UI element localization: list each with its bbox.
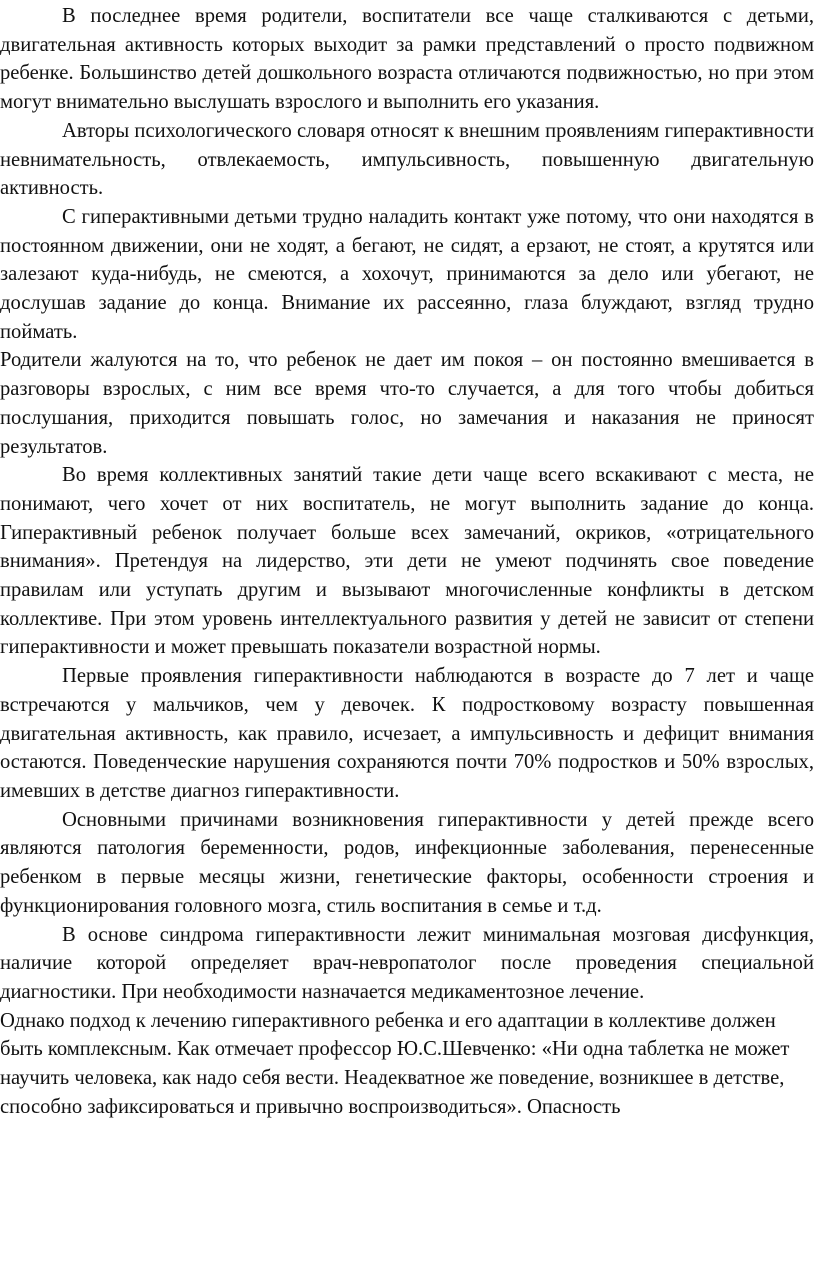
document-page bbox=[0, 2, 814, 1121]
paragraph-6: Первые проявления гиперактивности наблюдаются в возрасте до 7 лет и чаще встречаются у мальчиков, чем у девочек. К подростковому возрасту повышенная двигательная активность, как правило, исчезает, а импульсивность и дефицит внимания остаются. Поведенческие нарушения сохраняются почти 70% подростков и 50% взрослых, имевших в детстве диагноз гиперактивности. bbox=[0, 665, 814, 802]
paragraph-5: Во время коллективных занятий такие дети чаще всего вскакивают с места, не понимают, чего хочет от них воспитатель, не могут выполнить задание до конца. Гиперактивный ребенок получает больше всех замечаний, окриков, «отрицательного внимания». Претендуя на лидерство, эти дети не умеют подчинять свое поведение правилам или уступать другим и вызывают многочисленные конфликты в детском коллективе. При этом уровень интеллектуального развития у детей не зависит от степени гиперактивности и может превышать показатели возрастной нормы. bbox=[0, 464, 814, 659]
paragraph-8: В основе синдрома гиперактивности лежит минимальная мозговая дисфункция, наличие которой определяет врач-невропатолог после проведения специальной диагностики. При необходимости назначается медикаментозное лечение. bbox=[0, 923, 814, 1003]
paragraph-4: Родители жалуются на то, что ребенок не дает им покоя – он постоянно вмешивается в разговоры взрослых, с ним все время что-то случается, а для того чтобы добиться послушания, приходится повышать голос, но замечания и наказания не приносят результатов. bbox=[0, 349, 814, 458]
paragraph-3: С гиперактивными детьми трудно наладить контакт уже потому, что они находятся в постоянном движении, они не ходят, а бегают, не сидят, а ерзают, не стоят, а крутятся или залезают куда-нибудь, не смеются, а хохочут, принимаются за дело или убегают, не дослушав задание до конца. Внимание их рассеянно, глаза блуждают, взгляд трудно поймать. bbox=[0, 205, 814, 343]
paragraph-1: В последнее время родители, воспитатели все чаще сталкиваются с детьми, двигательная активность которых выходит за рамки представлений о просто подвижном ребенке. Большинство детей дошкольного возраста отличаются подвижностью, но при этом могут внимательно выслушать взрослого и выполнить его указания. bbox=[0, 5, 814, 114]
paragraph-2: Авторы психологического словаря относят к внешним проявлениям гиперактивности невнимательность, отвлекаемость, импульсивность, повышенную двигательную активность. bbox=[0, 119, 814, 200]
paragraph-9: Однако подход к лечению гиперактивного ребенка и его адаптации в коллективе должен быть комплексным. Как отмечает профессор Ю.С.Шевченко: «Ни одна таблетка не может научить человека, как надо себя вести. Неадекватное же поведение, возникшее в детстве, способно зафиксироваться и привычно воспроизводиться». Опасность bbox=[0, 1009, 790, 1118]
paragraph-7: Основными причинами возникновения гиперактивности у детей прежде всего являются патология беременности, родов, инфекционные заболевания, перенесенные ребенком в первые месяцы жизни, генетические факторы, особенности строения и функционирования головного мозга, стиль воспитания в семье и т.д. bbox=[0, 808, 814, 917]
